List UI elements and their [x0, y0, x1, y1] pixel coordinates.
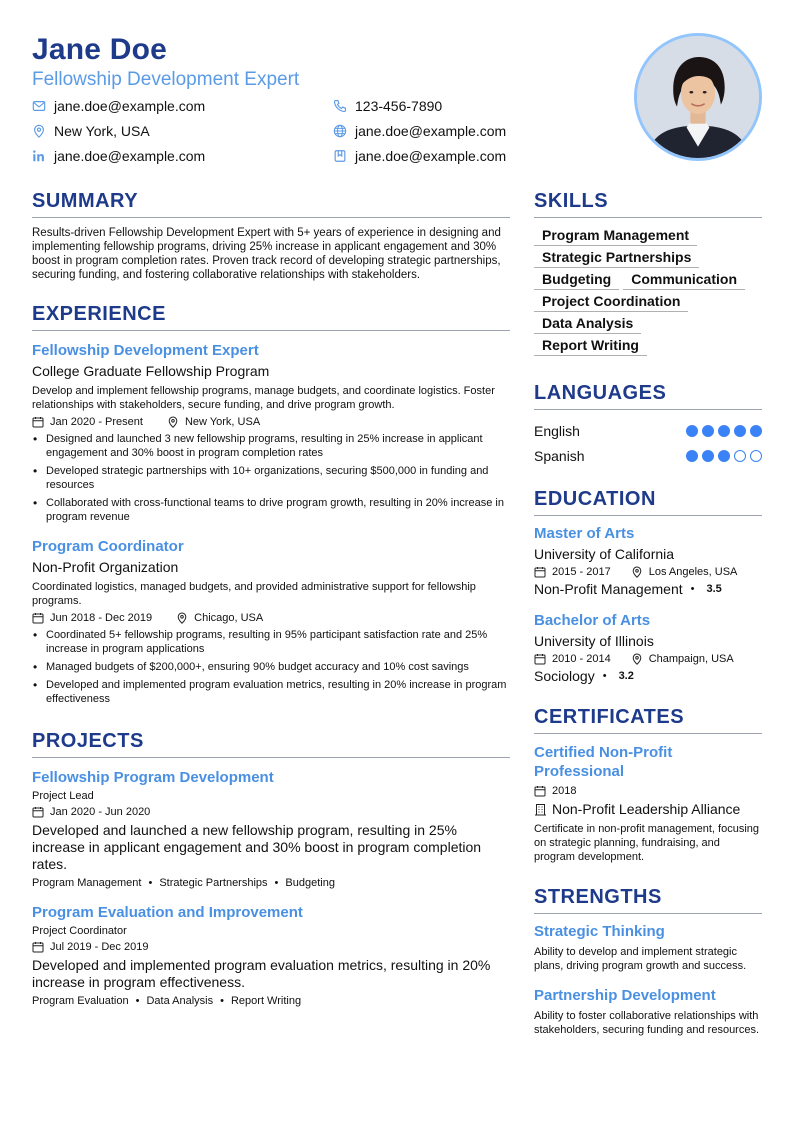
job-achievements: [32, 432, 510, 524]
education-school: University of California: [534, 546, 675, 562]
achievement-item: • Collaborated with cross-functional teams to drive program growth, resulting in 20% increase in program revenue: [32, 496, 510, 524]
project-entry: [32, 904, 510, 1007]
job-achievements: [32, 628, 510, 706]
contact-portfolio[interactable]: jane.doe@example.com: [333, 148, 506, 164]
strength-title: Partnership Development: [534, 987, 716, 1004]
proficiency-dot-empty: [734, 450, 746, 462]
strength-description: Ability to foster collaborative relationships with stakeholders, securing funding and resources.: [534, 1010, 760, 1036]
strength-entry: [534, 923, 762, 973]
project-dates: Jan 2020 - Jun 2020: [50, 806, 151, 818]
skills-section: [534, 190, 762, 358]
project-tag: Strategic Partnerships: [159, 877, 268, 889]
contact-linkedin[interactable]: jane.doe@example.com: [32, 148, 205, 164]
skill-tag: Project Coordination: [534, 292, 688, 312]
calendar-icon: [534, 653, 546, 665]
education-degree: Bachelor of Arts: [534, 612, 651, 629]
project-title: Program Evaluation and Improvement: [32, 904, 303, 921]
languages-heading: LANGUAGES: [534, 382, 762, 410]
job-dates: Jan 2020 - Present: [50, 416, 143, 428]
language-level: [682, 425, 762, 437]
proficiency-dot-filled: [734, 425, 746, 437]
strengths-heading: STRENGTHS: [534, 886, 762, 914]
project-tag: Program Management: [32, 877, 142, 889]
phone-icon: [333, 99, 347, 113]
strength-entry: [534, 987, 762, 1037]
achievement-item: • Managed budgets of $200,000+, ensuring 90% budget accuracy and 10% cost savings: [32, 660, 510, 674]
skill-tag: Data Analysis: [534, 314, 641, 334]
location-icon: [176, 612, 188, 624]
education-entry: [534, 612, 762, 684]
certificates-section: [534, 706, 762, 864]
project-tag: Data Analysis: [146, 995, 214, 1007]
certificate-description: Certificate in non-profit management, focusing on strategic planning, fundraising, and program development.: [534, 823, 760, 863]
education-gpa: 3.2: [618, 670, 634, 682]
certificate-entry: [534, 743, 762, 864]
proficiency-dot-empty: [750, 450, 762, 462]
proficiency-dot-filled: [686, 450, 698, 462]
contact-phone[interactable]: 123-456-7890: [333, 98, 442, 114]
project-tag: Program Evaluation: [32, 995, 129, 1007]
languages-section: [534, 382, 762, 468]
certificate-issuer: Non-Profit Leadership Alliance: [552, 801, 741, 817]
project-meta: [32, 941, 510, 953]
calendar-icon: [32, 806, 44, 818]
job-meta: [32, 416, 510, 428]
language-name: English: [534, 422, 580, 439]
project-entry: [32, 769, 510, 889]
strength-title: Strategic Thinking: [534, 923, 665, 940]
certificate-year: 2018: [552, 785, 577, 797]
strength-description: Ability to develop and implement strategic plans, driving program growth and success.: [534, 946, 747, 972]
job-company: Non-Profit Organization: [32, 559, 179, 575]
right-column: [534, 190, 762, 1037]
proficiency-dot-filled: [750, 425, 762, 437]
proficiency-dot-filled: [718, 450, 730, 462]
summary-heading: SUMMARY: [32, 190, 510, 218]
bookmark-icon: [333, 149, 347, 163]
education-meta: [534, 653, 762, 665]
language-row: [534, 443, 762, 468]
project-title: Fellowship Program Development: [32, 769, 274, 786]
certificate-title: Certified Non-Profit Professional: [534, 744, 673, 780]
location-icon: [631, 653, 643, 665]
job-meta: [32, 612, 510, 624]
education-location: Los Angeles, USA: [648, 566, 738, 578]
project-tags: Program Management • Strategic Partnerships • Budgeting: [32, 877, 335, 889]
globe-icon: [333, 124, 347, 138]
proficiency-dot-filled: [686, 425, 698, 437]
education-gpa: 3.5: [706, 583, 722, 595]
job-location: New York, USA: [184, 416, 261, 428]
language-level: [682, 450, 762, 462]
job-location: Chicago, USA: [194, 612, 264, 624]
strengths-section: [534, 886, 762, 1037]
calendar-icon: [32, 612, 44, 624]
project-dates: Jul 2019 - Dec 2019: [50, 941, 149, 953]
summary-section: [32, 190, 510, 282]
projects-section: [32, 730, 510, 1007]
education-section: [534, 488, 762, 684]
building-icon: [534, 803, 547, 816]
calendar-icon: [32, 416, 44, 428]
proficiency-dot-filled: [718, 425, 730, 437]
experience-entry: [32, 342, 510, 524]
language-name: Spanish: [534, 447, 585, 464]
education-school: University of Illinois: [534, 633, 654, 649]
project-tag: Budgeting: [285, 877, 335, 889]
job-title: Fellowship Development Expert: [32, 342, 259, 359]
contact-website[interactable]: jane.doe@example.com: [333, 123, 506, 139]
summary-text: Results-driven Fellowship Development Expert with 5+ years of experience in designing and implementing fellowship programs, driving 25% increase in applicant engagement and 30% boost in program completion rates. Proven track record of developing strategic partnerships, securing funding, and fostering collaborative relationships with stakeholders.: [32, 227, 501, 281]
calendar-icon: [534, 785, 546, 797]
contact-email[interactable]: jane.doe@example.com: [32, 98, 205, 114]
skills-heading: SKILLS: [534, 190, 762, 218]
project-role: Project Lead: [32, 790, 94, 802]
skill-tag: Program Management: [534, 226, 697, 246]
experience-heading: EXPERIENCE: [32, 303, 510, 331]
skill-list: [534, 226, 762, 358]
experience-entry: [32, 538, 510, 706]
skill-tag: Report Writing: [534, 336, 647, 356]
language-row: [534, 418, 762, 443]
achievement-item: • Coordinated 5+ fellowship programs, resulting in 95% participant satisfaction rate and 25% increase in program applications: [32, 628, 510, 656]
certificate-meta: [534, 785, 762, 797]
project-role: Project Coordinator: [32, 925, 127, 937]
education-meta: [534, 566, 762, 578]
experience-section: [32, 303, 510, 706]
certificate-issuer-row: [534, 801, 762, 817]
projects-heading: PROJECTS: [32, 730, 510, 758]
certificates-heading: CERTIFICATES: [534, 706, 762, 734]
skill-tag: Strategic Partnerships: [534, 248, 699, 268]
candidate-name: Jane Doe: [32, 33, 167, 66]
education-heading: EDUCATION: [534, 488, 762, 516]
job-title: Program Coordinator: [32, 538, 184, 555]
achievement-item: • Developed and implemented program evaluation metrics, resulting in 20% increase in program effectiveness: [32, 678, 510, 706]
job-description: Coordinated logistics, managed budgets, and provided administrative support for fellowship programs.: [32, 581, 476, 607]
contact-location: New York, USA: [32, 123, 150, 139]
calendar-icon: [534, 566, 546, 578]
project-description: Developed and launched a new fellowship program, resulting in 25% increase in applicant engagement and 30% boost in program completion rates.: [32, 822, 482, 872]
proficiency-dot-filled: [702, 450, 714, 462]
proficiency-dot-filled: [702, 425, 714, 437]
education-dates: 2015 - 2017: [552, 566, 611, 578]
job-company: College Graduate Fellowship Program: [32, 363, 270, 379]
profile-photo: [634, 33, 762, 161]
candidate-title: Fellowship Development Expert: [32, 69, 300, 90]
linkedin-icon: [32, 149, 46, 163]
project-tag: Report Writing: [230, 995, 302, 1007]
location-icon: [631, 566, 643, 578]
job-dates: Jun 2018 - Dec 2019: [50, 612, 153, 624]
education-entry: [534, 525, 762, 597]
skill-tag: Budgeting: [534, 270, 619, 290]
education-field: Sociology: [534, 668, 595, 684]
project-meta: [32, 806, 510, 818]
education-dates: 2010 - 2014: [552, 653, 611, 665]
project-tags: Program Evaluation • Data Analysis • Report Writing: [32, 995, 302, 1007]
education-field: Non-Profit Management: [534, 581, 683, 597]
education-field-row: Sociology • 3.2: [534, 668, 634, 684]
achievement-item: • Designed and launched 3 new fellowship programs, resulting in 25% increase in applicant engagement and 30% boost in program completion rates: [32, 432, 510, 460]
education-degree: Master of Arts: [534, 525, 635, 542]
achievement-item: • Developed strategic partnerships with 10+ organizations, securing $500,000 in funding and resources: [32, 464, 510, 492]
job-description: Develop and implement fellowship programs, manage budgets, and coordinate logistics. Foster relationships with stakeholders, secure funding, and drive program growth.: [32, 385, 495, 411]
calendar-icon: [32, 941, 44, 953]
location-icon: [32, 124, 46, 138]
location-icon: [167, 416, 179, 428]
skill-tag: Communication: [623, 270, 745, 290]
mail-icon: [32, 99, 46, 113]
education-field-row: Non-Profit Management • 3.5: [534, 581, 722, 597]
project-description: Developed and implemented program evaluation metrics, resulting in 20% increase in program effectiveness.: [32, 957, 491, 990]
education-location: Champaign, USA: [648, 653, 734, 665]
left-column: [32, 190, 510, 1007]
